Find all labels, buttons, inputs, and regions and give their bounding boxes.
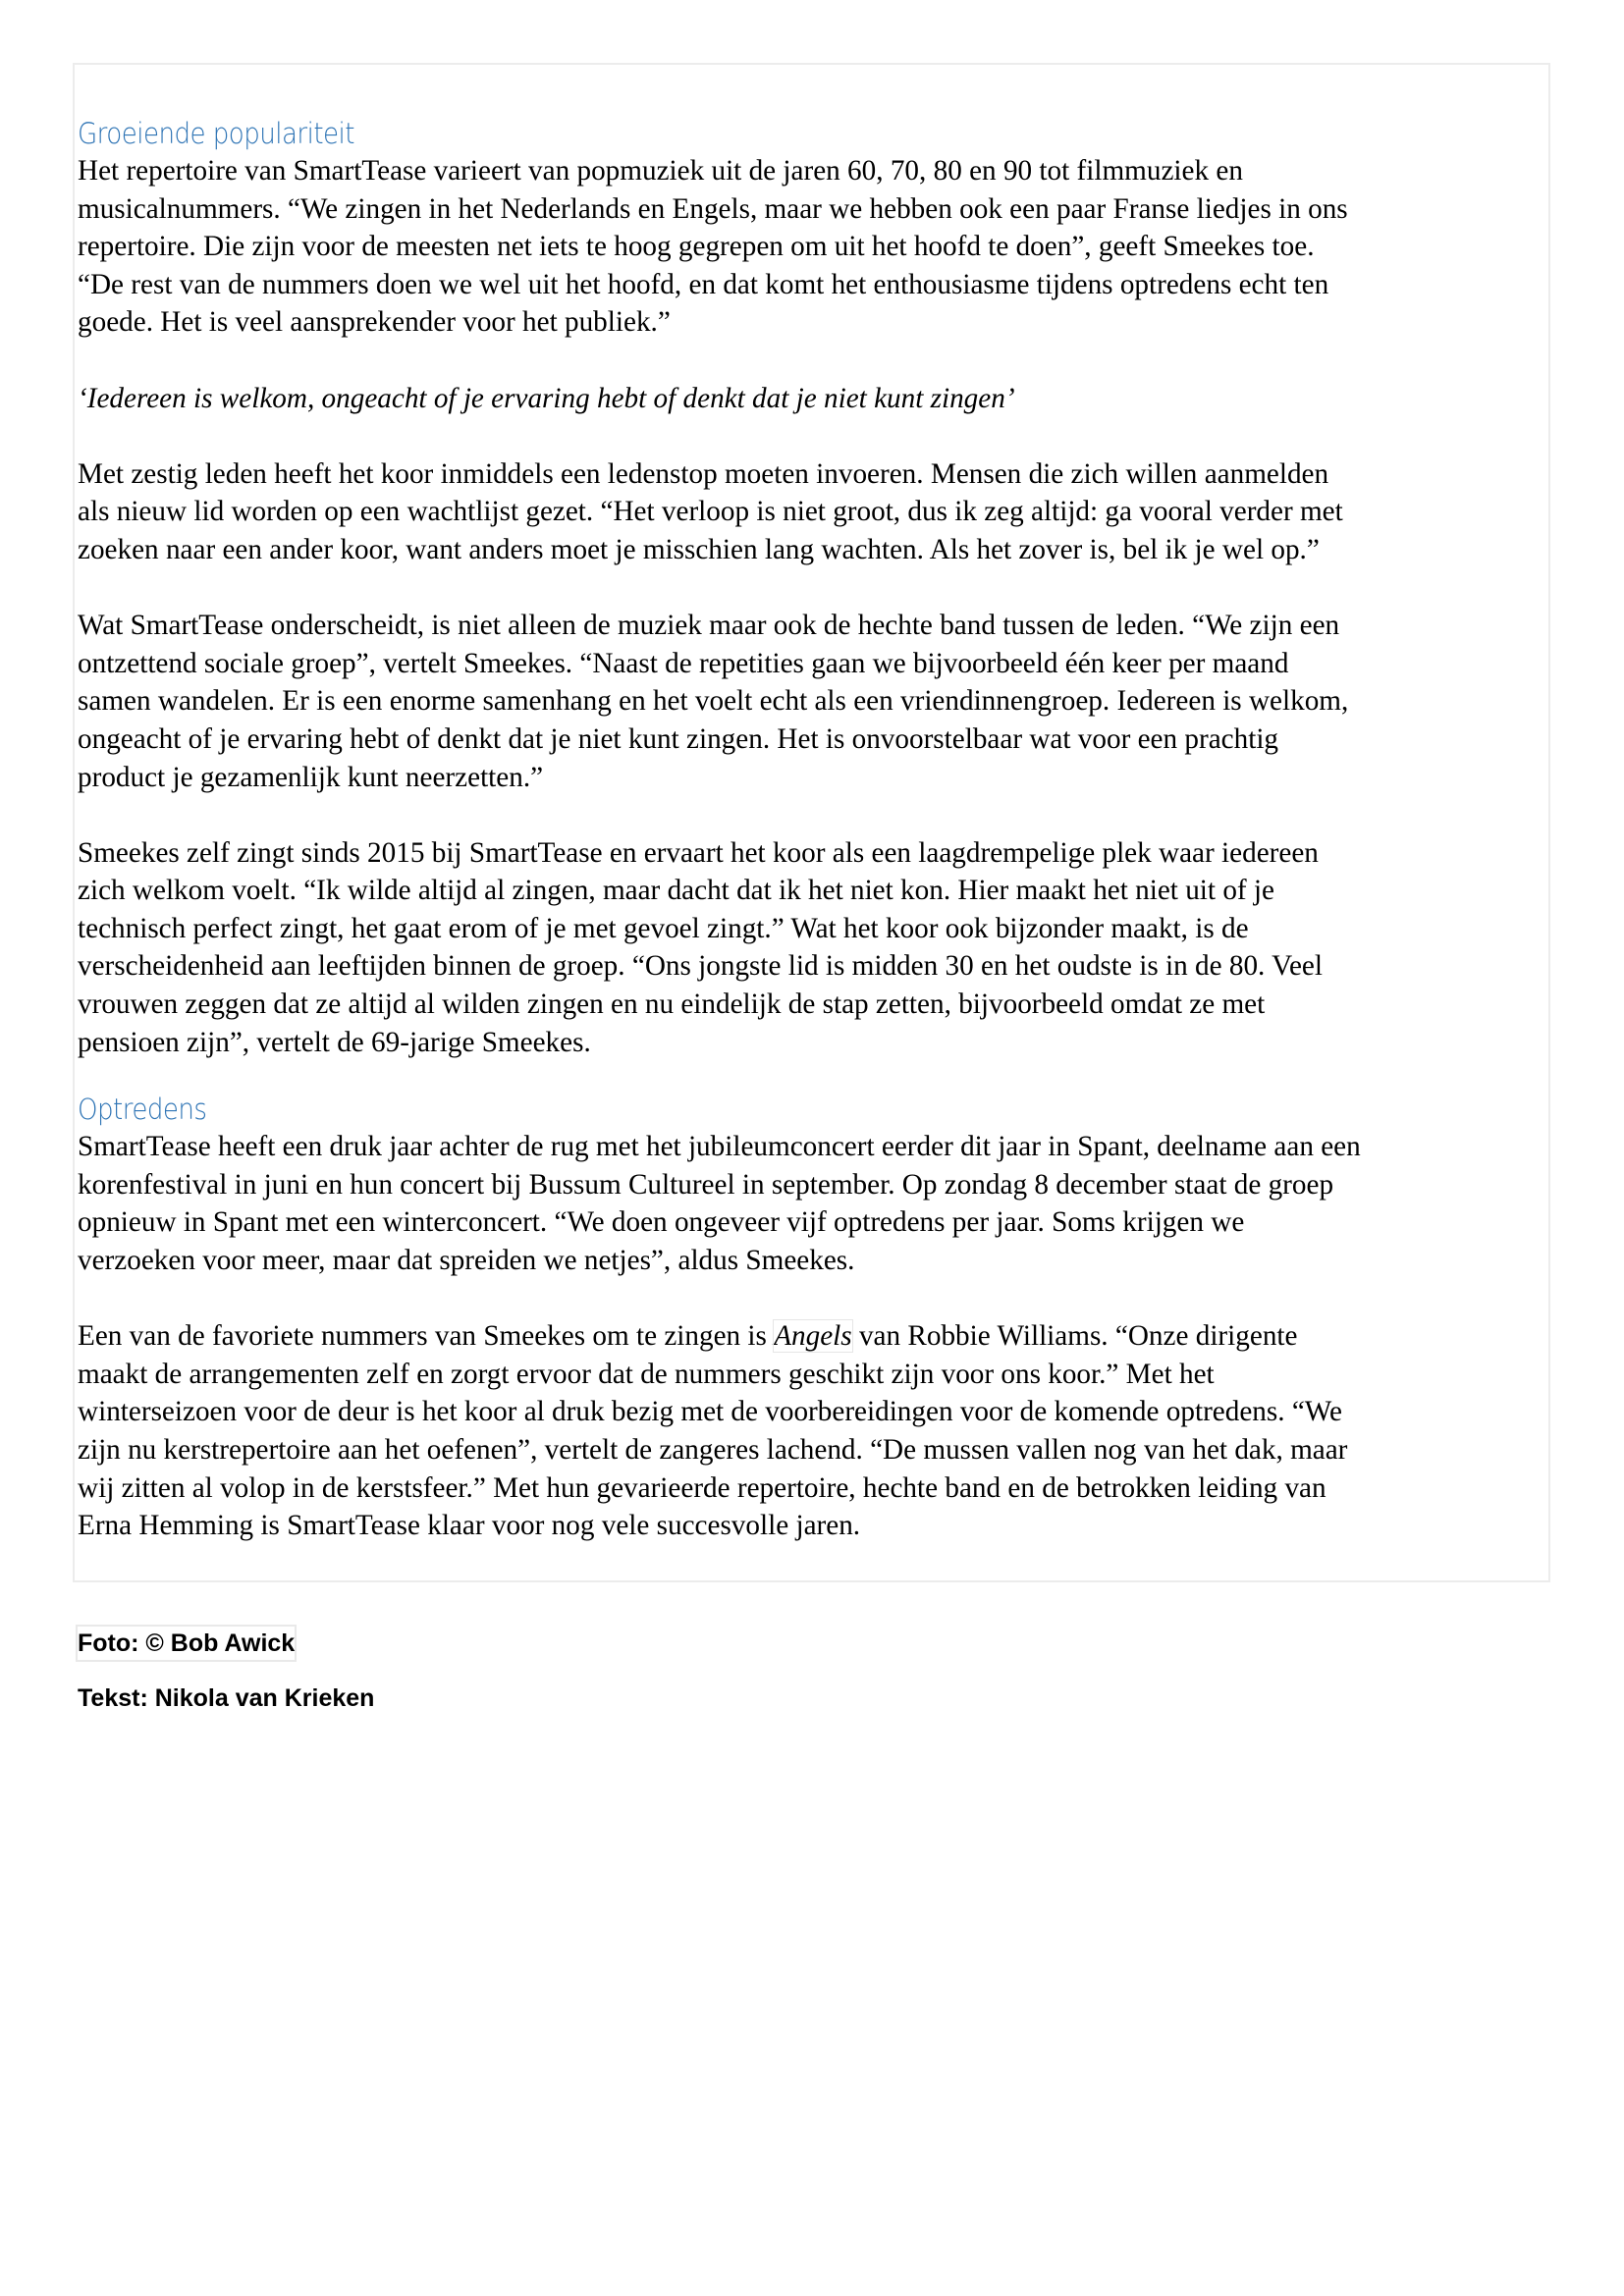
text-line: pensioen zijn”, vertelt de 69-jarige Smeekes. bbox=[78, 1026, 591, 1058]
section-heading-groeiende-populariteit: Groeiende populariteit bbox=[78, 117, 354, 150]
text-line: winterseizoen voor de deur is het koor al druk bezig met de voorbereidingen voor de komende optredens. “We bbox=[78, 1396, 1342, 1428]
text-line: verzoeken voor meer, maar dat spreiden we netjes”, aldus Smeekes. bbox=[78, 1245, 855, 1277]
song-title: Angels bbox=[774, 1320, 852, 1353]
photo-credit-text: Foto: © Bob Awick bbox=[76, 1625, 297, 1662]
text-line: korenfestival in juni en hun concert bij Bussum Cultureel in september. Op zondag 8 december staat de groep bbox=[78, 1168, 1334, 1201]
text-segment: Een van de favoriete nummers van Smeekes om te zingen is bbox=[78, 1320, 775, 1353]
text-line: musicalnummers. “We zingen in het Nederlands en Engels, maar we hebben ook een paar Franse liedjes in ons bbox=[78, 192, 1348, 225]
article-body bbox=[78, 115, 1550, 1545]
paragraph-ledenstop bbox=[78, 455, 1550, 569]
text-segment: van Robbie Williams. “Onze dirigente bbox=[851, 1320, 1298, 1353]
text-line: ongeacht of je ervaring hebt of denkt dat je niet kunt zingen. Het is onvoorstelbaar wat voor een prachtig bbox=[78, 722, 1279, 755]
text-line: zich welkom voelt. “Ik wilde altijd al zingen, maar dacht dat ik het niet kon. Hier maakt het niet uit of je bbox=[78, 875, 1274, 907]
text-line: product je gezamenlijk kunt neerzetten.” bbox=[78, 761, 544, 793]
pull-quote: ‘Iedereen is welkom, ongeacht of je ervaring hebt of denkt dat je niet kunt zingen’ bbox=[78, 382, 1015, 414]
text-line: technisch perfect zingt, het gaat erom of je met gevoel zingt.” Wat het koor ook bijzonder maakt, is de bbox=[78, 912, 1249, 944]
text-line: maakt de arrangementen zelf en zorgt ervoor dat de nummers geschikt zijn voor ons koor.” Met het bbox=[78, 1358, 1215, 1390]
section-heading-optredens: Optredens bbox=[78, 1093, 207, 1127]
text-line: goede. Het is veel aansprekender voor het publiek.” bbox=[78, 306, 671, 339]
paragraph-spacer bbox=[78, 417, 1550, 455]
text-line: SmartTease heeft een druk jaar achter de rug met het jubileumconcert eerder dit jaar in Spant, deelname aan een bbox=[78, 1131, 1361, 1163]
paragraph-spacer bbox=[78, 796, 1550, 834]
paragraph-spacer bbox=[78, 342, 1550, 380]
text-line: Met zestig leden heeft het koor inmiddels een ledenstop moeten invoeren. Mensen die zich willen aanmelden bbox=[78, 457, 1329, 490]
text-credit: Tekst: Nikola van Krieken bbox=[78, 1684, 375, 1712]
text-line: als nieuw lid worden op een wachtlijst gezet. “Het verloop is niet groot, dus ik zeg altijd: ga vooral verder met bbox=[78, 496, 1343, 528]
paragraph-spacer bbox=[78, 1061, 1550, 1091]
photo-credit bbox=[78, 1625, 374, 1662]
text-line bbox=[78, 1317, 1550, 1356]
paragraph-repertoire bbox=[78, 152, 1550, 342]
text-line: Wat SmartTease onderscheidt, is niet alleen de muziek maar ook de hechte band tussen de leden. “We zijn een bbox=[78, 610, 1340, 642]
text-line: “De rest van de nummers doen we wel uit het hoofd, en dat komt het enthousiasme tijdens optredens echt ten bbox=[78, 268, 1329, 300]
text-line: ontzettend sociale groep”, vertelt Smeekes. “Naast de repetities gaan we bijvoorbeeld één keer per maand bbox=[78, 647, 1289, 679]
text-line: wij zitten al volop in de kerstsfeer.” Met hun gevarieerde repertoire, hechte band en de betrokken leiding van bbox=[78, 1471, 1326, 1504]
text-line: zoeken naar een ander koor, want anders moet je misschien lang wachten. Als het zover is, bel ik je wel op.” bbox=[78, 533, 1320, 565]
text-line: repertoire. Die zijn voor de meesten net iets te hoog gegrepen om uit het hoofd te doen”, geeft Smeekes toe. bbox=[78, 231, 1315, 263]
text-line: Smeekes zelf zingt sinds 2015 bij SmartTease en ervaart het koor als een laagdrempelige plek waar iedereen bbox=[78, 836, 1319, 869]
paragraph-druk-jaar bbox=[78, 1128, 1550, 1279]
text-line: verscheidenheid aan leeftijden binnen de groep. “Ons jongste lid is midden 30 en het oudste is in de 80. Veel bbox=[78, 950, 1323, 983]
text-line: opnieuw in Spant met een winterconcert. “We doen ongeveer vijf optredens per jaar. Soms krijgen we bbox=[78, 1206, 1245, 1239]
text-line: Erna Hemming is SmartTease klaar voor nog vele succesvolle jaren. bbox=[78, 1510, 861, 1542]
paragraph-smeekes-zelf bbox=[78, 834, 1550, 1062]
text-line: zijn nu kerstrepertoire aan het oefenen”, vertelt de zangeres lachend. “De mussen vallen nog van het dak, maar bbox=[78, 1434, 1348, 1466]
text-line: samen wandelen. Er is een enorme samenhang en het voelt echt als een vriendinnengroep. Iedereen is welkom, bbox=[78, 685, 1349, 718]
paragraph-spacer bbox=[78, 1280, 1550, 1318]
paragraph-sociale-groep bbox=[78, 607, 1550, 796]
credits bbox=[78, 1625, 374, 1713]
text-line: Het repertoire van SmartTease varieert van popmuziek uit de jaren 60, 70, 80 en 90 tot filmmuziek en bbox=[78, 155, 1243, 187]
text-line: vrouwen zeggen dat ze altijd al wilden zingen en nu eindelijk de stap zetten, bijvoorbeeld omdat ze met bbox=[78, 988, 1266, 1021]
paragraph-favoriete-nummers bbox=[78, 1317, 1550, 1545]
paragraph-spacer bbox=[78, 569, 1550, 608]
